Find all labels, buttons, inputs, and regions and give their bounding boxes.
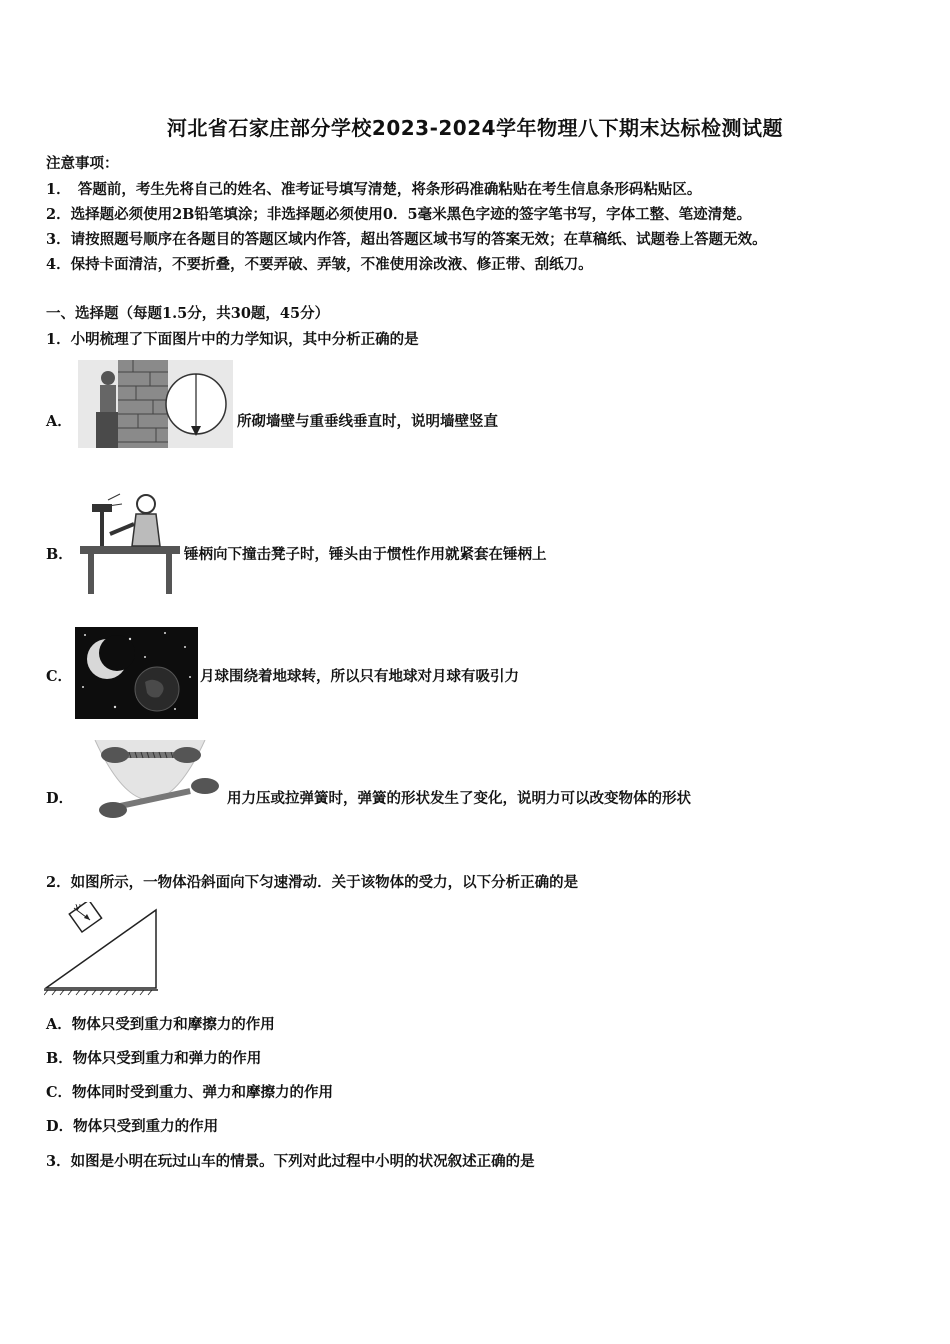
q1-option-c-text: 月球围绕着地球转，所以只有地球对月球有吸引力 [200,668,519,685]
question-3-stem: 3．如图是小明在玩过山车的情景。下列对此过程中小明的状况叙述正确的是 [46,1153,535,1170]
q2-option-b: B．物体只受到重力和弹力的作用 [46,1050,262,1067]
notes-item-3: 3．请按照题号顺序在各题目的答题区域内作答，超出答题区域书写的答案无效；在草稿纸、试题卷上答题无效。 [46,231,767,248]
notes-item-2: 2．选择题必须使用2B铅笔填涂；非选择题必须使用0．5毫米黑色字迹的签字笔书写，字体工整、笔迹清楚。 [46,206,752,223]
hammer-bench-image [78,490,182,598]
q1-option-d-text: 用力压或拉弹簧时，弹簧的形状发生了变化，说明力可以改变物体的形状 [227,790,691,807]
q2-option-d: D．物体只受到重力的作用 [46,1118,219,1135]
section-heading: 一、选择题（每题1.5分，共30题，45分） [46,305,330,322]
q1-option-c-letter: C． [46,668,73,685]
q2-option-c: C．物体同时受到重力、弹力和摩擦力的作用 [46,1084,334,1101]
q1-option-b-text: 锤柄向下撞击凳子时，锤头由于惯性作用就紧套在锤柄上 [184,546,547,563]
page-title: 河北省石家庄部分学校2023-2024学年物理八下期末达标检测试题 [166,116,784,140]
spring-compress-stretch-image [75,740,225,832]
notes-item-4: 4．保持卡面清洁，不要折叠，不要弄破、弄皱，不准使用涂改液、修正带、刮纸刀。 [46,256,593,273]
q2-option-a: A．物体只受到重力和摩擦力的作用 [46,1016,275,1033]
question-2-stem: 2．如图所示，一物体沿斜面向下匀速滑动．关于该物体的受力，以下分析正确的是 [46,874,579,891]
question-1-stem: 1．小明梳理了下面图片中的力学知识，其中分析正确的是 [46,331,419,348]
q1-option-d-letter: D． [46,790,74,807]
velocity-label: v [75,902,81,913]
incline-block-diagram [44,902,160,996]
q1-option-b-letter: B． [46,546,73,563]
q1-option-a-text: 所砌墙壁与重垂线垂直时，说明墙壁竖直 [237,413,498,430]
q1-option-a-letter: A． [46,413,72,430]
notes-heading: 注意事项： [46,155,119,172]
notes-item-1: 1． 答题前，考生先将自己的姓名、准考证号填写清楚，将条形码准确粘贴在考生信息条形码粘贴区。 [46,181,702,198]
moon-earth-image [75,627,198,719]
bricklayer-plumb-line-image [78,360,233,448]
